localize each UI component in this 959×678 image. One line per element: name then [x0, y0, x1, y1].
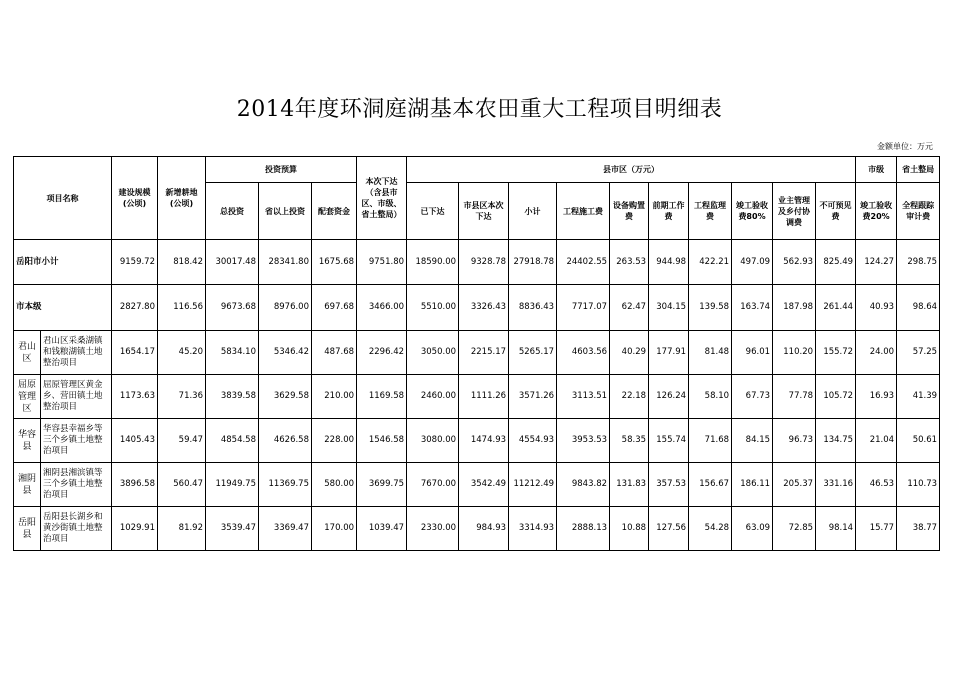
county-cell: 屈原管理区 — [14, 375, 41, 419]
header-audit: 全程跟踪审计费 — [897, 183, 940, 240]
value-cell: 41.39 — [897, 375, 940, 419]
row-label: 岳阳市小计 — [14, 240, 112, 285]
value-cell: 27918.78 — [509, 240, 557, 285]
value-cell: 62.47 — [610, 285, 649, 331]
project-name-cell: 湘阴县湘滨镇等三个乡镇土地整治项目 — [41, 463, 112, 507]
project-table — [13, 156, 940, 551]
value-cell: 3113.51 — [557, 375, 610, 419]
header-owner-mgmt: 业主管理及乡付协调费 — [773, 183, 816, 240]
value-cell: 110.20 — [773, 331, 816, 375]
value-cell: 11949.75 — [206, 463, 259, 507]
value-cell: 2330.00 — [407, 507, 459, 551]
value-cell: 22.18 — [610, 375, 649, 419]
value-cell: 357.53 — [649, 463, 689, 507]
value-cell: 3542.49 — [459, 463, 509, 507]
value-cell: 72.85 — [773, 507, 816, 551]
value-cell: 5834.10 — [206, 331, 259, 375]
value-cell: 57.25 — [897, 331, 940, 375]
value-cell: 7670.00 — [407, 463, 459, 507]
value-cell: 139.58 — [689, 285, 732, 331]
value-cell: 944.98 — [649, 240, 689, 285]
value-cell: 59.47 — [158, 419, 206, 463]
value-cell: 21.04 — [856, 419, 897, 463]
value-cell: 422.21 — [689, 240, 732, 285]
value-cell: 77.78 — [773, 375, 816, 419]
value-cell: 1474.93 — [459, 419, 509, 463]
header-this-issue: 本次下达（含县市区、市级、省土整局） — [357, 157, 407, 240]
value-cell: 3050.00 — [407, 331, 459, 375]
value-cell: 50.61 — [897, 419, 940, 463]
value-cell: 16.93 — [856, 375, 897, 419]
value-cell: 1546.58 — [357, 419, 407, 463]
value-cell: 2888.13 — [557, 507, 610, 551]
value-cell: 170.00 — [312, 507, 357, 551]
table-body — [14, 240, 940, 551]
project-name-cell: 君山区采桑湖镇和钱粮湖镇土地整治项目 — [41, 331, 112, 375]
value-cell: 9843.82 — [557, 463, 610, 507]
header-matching: 配套资金 — [312, 183, 357, 240]
value-cell: 15.77 — [856, 507, 897, 551]
county-cell: 湘阴县 — [14, 463, 41, 507]
header-prov-group: 省土整局 — [897, 157, 940, 183]
header-city-group: 市级 — [856, 157, 897, 183]
value-cell: 3839.58 — [206, 375, 259, 419]
value-cell: 1173.63 — [112, 375, 158, 419]
unit-note: 金额单位：万元 — [877, 142, 933, 151]
value-cell: 4603.56 — [557, 331, 610, 375]
value-cell: 28341.80 — [259, 240, 312, 285]
value-cell: 40.29 — [610, 331, 649, 375]
value-cell: 3699.75 — [357, 463, 407, 507]
value-cell: 131.83 — [610, 463, 649, 507]
value-cell: 3466.00 — [357, 285, 407, 331]
header-prov-above: 省以上投资 — [259, 183, 312, 240]
value-cell: 187.98 — [773, 285, 816, 331]
value-cell: 116.56 — [158, 285, 206, 331]
value-cell: 487.68 — [312, 331, 357, 375]
value-cell: 71.68 — [689, 419, 732, 463]
value-cell: 105.72 — [816, 375, 856, 419]
value-cell: 9673.68 — [206, 285, 259, 331]
value-cell: 127.56 — [649, 507, 689, 551]
value-cell: 580.00 — [312, 463, 357, 507]
value-cell: 38.77 — [897, 507, 940, 551]
value-cell: 8976.00 — [259, 285, 312, 331]
value-cell: 228.00 — [312, 419, 357, 463]
project-name-cell: 岳阳县长湖乡和黄沙街镇土地整治项目 — [41, 507, 112, 551]
table-row — [14, 240, 940, 285]
value-cell: 134.75 — [816, 419, 856, 463]
value-cell: 81.48 — [689, 331, 732, 375]
value-cell: 1111.26 — [459, 375, 509, 419]
value-cell: 11212.49 — [509, 463, 557, 507]
value-cell: 10.88 — [610, 507, 649, 551]
header-construction: 工程施工费 — [557, 183, 610, 240]
value-cell: 155.74 — [649, 419, 689, 463]
value-cell: 126.24 — [649, 375, 689, 419]
header-budget-group: 投资预算 — [206, 157, 357, 183]
header-preliminary: 前期工作费 — [649, 183, 689, 240]
county-cell: 华容县 — [14, 419, 41, 463]
value-cell: 304.15 — [649, 285, 689, 331]
value-cell: 697.68 — [312, 285, 357, 331]
value-cell: 298.75 — [897, 240, 940, 285]
value-cell: 3571.26 — [509, 375, 557, 419]
header-equipment: 设备购置费 — [610, 183, 649, 240]
header-acceptance20: 竣工验收费20% — [856, 183, 897, 240]
header-scale: 建设规模(公顷) — [112, 157, 158, 240]
value-cell: 98.64 — [897, 285, 940, 331]
value-cell: 24402.55 — [557, 240, 610, 285]
header-city-county-issue: 市县区本次下达 — [459, 183, 509, 240]
county-cell: 君山区 — [14, 331, 41, 375]
value-cell: 4554.93 — [509, 419, 557, 463]
header-issued: 已下达 — [407, 183, 459, 240]
value-cell: 497.09 — [732, 240, 773, 285]
value-cell: 1029.91 — [112, 507, 158, 551]
value-cell: 5510.00 — [407, 285, 459, 331]
value-cell: 63.09 — [732, 507, 773, 551]
value-cell: 18590.00 — [407, 240, 459, 285]
value-cell: 67.73 — [732, 375, 773, 419]
value-cell: 186.11 — [732, 463, 773, 507]
value-cell: 24.00 — [856, 331, 897, 375]
header-acceptance80: 竣工验收费80% — [732, 183, 773, 240]
value-cell: 210.00 — [312, 375, 357, 419]
value-cell: 71.36 — [158, 375, 206, 419]
value-cell: 58.35 — [610, 419, 649, 463]
value-cell: 3629.58 — [259, 375, 312, 419]
value-cell: 84.15 — [732, 419, 773, 463]
header-contingency: 不可预见费 — [816, 183, 856, 240]
header-new-land: 新增耕地(公顷) — [158, 157, 206, 240]
value-cell: 3080.00 — [407, 419, 459, 463]
value-cell: 984.93 — [459, 507, 509, 551]
table-row — [14, 331, 940, 375]
value-cell: 818.42 — [158, 240, 206, 285]
value-cell: 1654.17 — [112, 331, 158, 375]
value-cell: 3539.47 — [206, 507, 259, 551]
value-cell: 3326.43 — [459, 285, 509, 331]
value-cell: 45.20 — [158, 331, 206, 375]
value-cell: 4626.58 — [259, 419, 312, 463]
value-cell: 96.01 — [732, 331, 773, 375]
value-cell: 3896.58 — [112, 463, 158, 507]
table-row — [14, 463, 940, 507]
value-cell: 2827.80 — [112, 285, 158, 331]
page-title: 2014年度环洞庭湖基本农田重大工程项目明细表 — [236, 97, 723, 122]
header-county-group: 县市区（万元） — [407, 157, 856, 183]
table-row — [14, 375, 940, 419]
county-cell: 岳阳县 — [14, 507, 41, 551]
value-cell: 156.67 — [689, 463, 732, 507]
table-row — [14, 285, 940, 331]
value-cell: 155.72 — [816, 331, 856, 375]
project-name-cell: 屈原管理区黄金乡、营田镇土地整治项目 — [41, 375, 112, 419]
value-cell: 560.47 — [158, 463, 206, 507]
value-cell: 3953.53 — [557, 419, 610, 463]
value-cell: 96.73 — [773, 419, 816, 463]
value-cell: 40.93 — [856, 285, 897, 331]
value-cell: 2215.17 — [459, 331, 509, 375]
value-cell: 3314.93 — [509, 507, 557, 551]
value-cell: 11369.75 — [259, 463, 312, 507]
value-cell: 2296.42 — [357, 331, 407, 375]
value-cell: 2460.00 — [407, 375, 459, 419]
value-cell: 54.28 — [689, 507, 732, 551]
header-subtotal: 小计 — [509, 183, 557, 240]
value-cell: 9751.80 — [357, 240, 407, 285]
header-supervision: 工程监理费 — [689, 183, 732, 240]
value-cell: 8836.43 — [509, 285, 557, 331]
value-cell: 81.92 — [158, 507, 206, 551]
value-cell: 30017.48 — [206, 240, 259, 285]
value-cell: 205.37 — [773, 463, 816, 507]
value-cell: 562.93 — [773, 240, 816, 285]
value-cell: 3369.47 — [259, 507, 312, 551]
value-cell: 9159.72 — [112, 240, 158, 285]
value-cell: 58.10 — [689, 375, 732, 419]
value-cell: 124.27 — [856, 240, 897, 285]
value-cell: 5265.17 — [509, 331, 557, 375]
header-total-invest: 总投资 — [206, 183, 259, 240]
row-label: 市本级 — [14, 285, 112, 331]
value-cell: 98.14 — [816, 507, 856, 551]
value-cell: 9328.78 — [459, 240, 509, 285]
value-cell: 5346.42 — [259, 331, 312, 375]
value-cell: 46.53 — [856, 463, 897, 507]
value-cell: 261.44 — [816, 285, 856, 331]
value-cell: 1675.68 — [312, 240, 357, 285]
value-cell: 1169.58 — [357, 375, 407, 419]
value-cell: 331.16 — [816, 463, 856, 507]
value-cell: 177.91 — [649, 331, 689, 375]
value-cell: 263.53 — [610, 240, 649, 285]
header-project-name: 项目名称 — [14, 157, 112, 240]
value-cell: 1039.47 — [357, 507, 407, 551]
value-cell: 163.74 — [732, 285, 773, 331]
value-cell: 1405.43 — [112, 419, 158, 463]
table-row — [14, 507, 940, 551]
value-cell: 7717.07 — [557, 285, 610, 331]
value-cell: 825.49 — [816, 240, 856, 285]
table-row — [14, 419, 940, 463]
value-cell: 4854.58 — [206, 419, 259, 463]
project-name-cell: 华容县幸福乡等三个乡镇土地整治项目 — [41, 419, 112, 463]
value-cell: 110.73 — [897, 463, 940, 507]
